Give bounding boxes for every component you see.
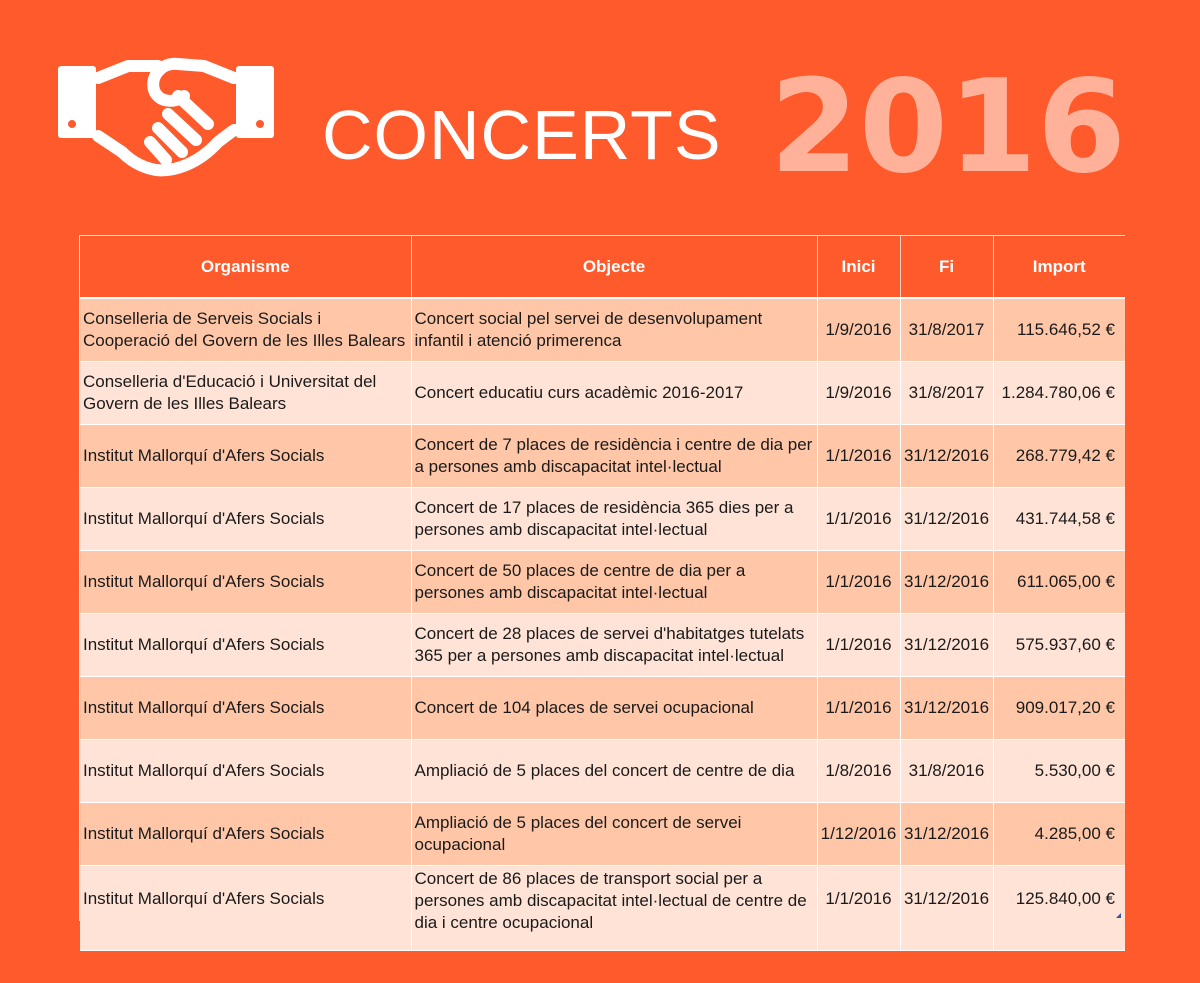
cell-inici: 1/1/2016	[817, 614, 900, 677]
year-heading: 2016	[769, 53, 1126, 202]
table-row	[80, 614, 1125, 677]
cell-organisme: Conselleria d'Educació i Universitat del Govern de les Illes Balears	[80, 362, 411, 425]
cell-import: 1.284.780,06 €	[993, 362, 1125, 425]
cell-organisme: Institut Mallorquí d'Afers Socials	[80, 488, 411, 551]
cell-fi: 31/12/2016	[900, 803, 993, 866]
column-header-inici: Inici	[817, 236, 900, 298]
concerts-table-container	[79, 235, 1125, 932]
cell-fi: 31/12/2016	[900, 488, 993, 551]
cell-fi: 31/12/2016	[900, 551, 993, 614]
table-row	[80, 298, 1125, 362]
cell-objecte: Concert de 86 places de transport social per a persones amb discapacitat intel·lectual de centre de dia i centre ocupacional	[411, 866, 817, 951]
cell-objecte: Concert social pel servei de desenvolupament infantil i atenció primerenca	[411, 298, 817, 362]
resize-handle-icon[interactable]	[1116, 913, 1121, 918]
cell-organisme: Institut Mallorquí d'Afers Socials	[80, 866, 411, 951]
table-row	[80, 551, 1125, 614]
cell-import: 611.065,00 €	[993, 551, 1125, 614]
cell-inici: 1/1/2016	[817, 551, 900, 614]
cell-inici: 1/1/2016	[817, 677, 900, 740]
cell-import: 115.646,52 €	[993, 298, 1125, 362]
table-row	[80, 803, 1125, 866]
cell-fi: 31/12/2016	[900, 425, 993, 488]
table-row	[80, 425, 1125, 488]
column-header-fi: Fi	[900, 236, 993, 298]
cell-inici: 1/9/2016	[817, 298, 900, 362]
cell-inici: 1/12/2016	[817, 803, 900, 866]
cell-objecte: Concert educatiu curs acadèmic 2016-2017	[411, 362, 817, 425]
concerts-table	[80, 236, 1125, 951]
cell-fi: 31/12/2016	[900, 866, 993, 951]
cell-import: 4.285,00 €	[993, 803, 1125, 866]
cell-objecte: Concert de 28 places de servei d'habitatges tutelats 365 per a persones amb discapacitat intel·lectual	[411, 614, 817, 677]
cell-organisme: Institut Mallorquí d'Afers Socials	[80, 425, 411, 488]
handshake-icon	[58, 44, 274, 184]
table-row	[80, 866, 1125, 951]
table-header-row	[80, 236, 1125, 298]
cell-import: 575.937,60 €	[993, 614, 1125, 677]
cell-organisme: Institut Mallorquí d'Afers Socials	[80, 551, 411, 614]
cell-fi: 31/12/2016	[900, 677, 993, 740]
table-row	[80, 362, 1125, 425]
cell-inici: 1/1/2016	[817, 866, 900, 951]
cell-import: 125.840,00 €	[993, 866, 1125, 951]
cell-objecte: Concert de 17 places de residència 365 dies per a persones amb discapacitat intel·lectual	[411, 488, 817, 551]
cell-import: 909.017,20 €	[993, 677, 1125, 740]
table-row	[80, 740, 1125, 803]
page-title: CONCERTS	[322, 96, 722, 174]
cell-fi: 31/8/2016	[900, 740, 993, 803]
cell-import: 268.779,42 €	[993, 425, 1125, 488]
cell-objecte: Concert de 104 places de servei ocupacional	[411, 677, 817, 740]
cell-import: 5.530,00 €	[993, 740, 1125, 803]
cell-inici: 1/1/2016	[817, 488, 900, 551]
cell-organisme: Institut Mallorquí d'Afers Socials	[80, 803, 411, 866]
cell-fi: 31/8/2017	[900, 298, 993, 362]
column-header-objecte: Objecte	[411, 236, 817, 298]
cell-objecte: Concert de 50 places de centre de dia per a persones amb discapacitat intel·lectual	[411, 551, 817, 614]
cell-objecte: Concert de 7 places de residència i centre de dia per a persones amb discapacitat intel·lectual	[411, 425, 817, 488]
column-header-import: Import	[993, 236, 1125, 298]
cell-organisme: Institut Mallorquí d'Afers Socials	[80, 740, 411, 803]
cell-organisme: Institut Mallorquí d'Afers Socials	[80, 677, 411, 740]
cell-fi: 31/12/2016	[900, 614, 993, 677]
table-row	[80, 488, 1125, 551]
cell-objecte: Ampliació de 5 places del concert de centre de dia	[411, 740, 817, 803]
cell-objecte: Ampliació de 5 places del concert de servei ocupacional	[411, 803, 817, 866]
column-header-organisme: Organisme	[80, 236, 411, 298]
cell-organisme: Institut Mallorquí d'Afers Socials	[80, 614, 411, 677]
cell-organisme: Conselleria de Serveis Socials i Cooperació del Govern de les Illes Balears	[80, 298, 411, 362]
cell-inici: 1/9/2016	[817, 362, 900, 425]
cell-import: 431.744,58 €	[993, 488, 1125, 551]
cell-inici: 1/1/2016	[817, 425, 900, 488]
cell-inici: 1/8/2016	[817, 740, 900, 803]
cell-fi: 31/8/2017	[900, 362, 993, 425]
table-row	[80, 677, 1125, 740]
